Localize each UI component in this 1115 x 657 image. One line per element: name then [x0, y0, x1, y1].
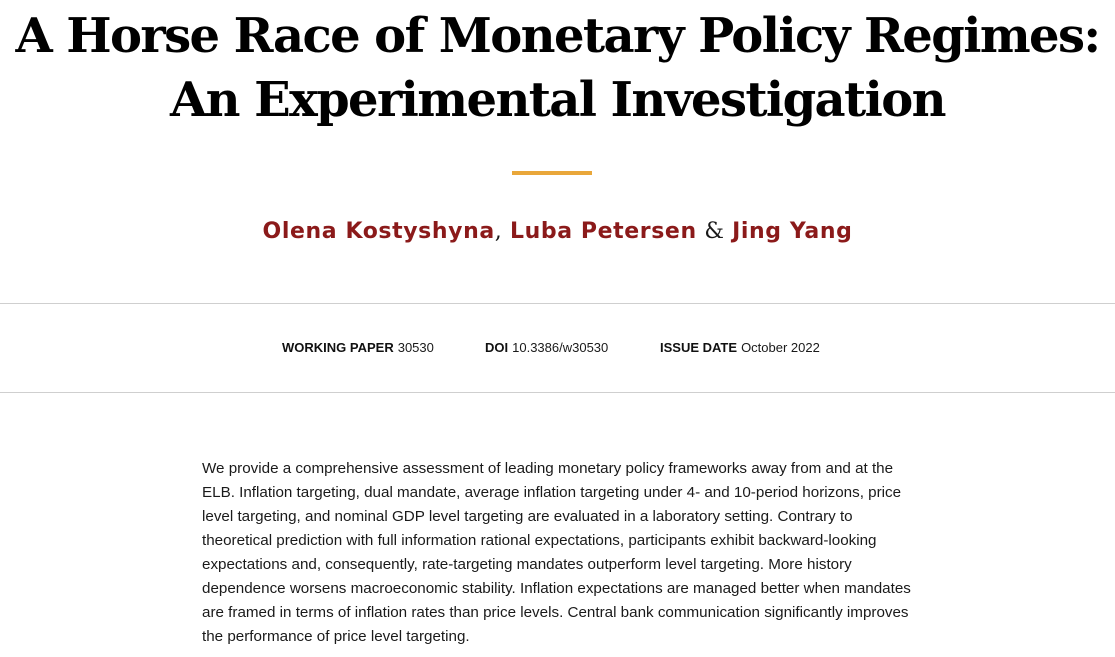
paper-metadata-band: [0, 303, 1115, 393]
working-paper-label: WORKING PAPER: [282, 340, 394, 355]
author-link-petersen[interactable]: Luba Petersen: [509, 219, 697, 244]
working-paper-number: [282, 340, 434, 356]
author-separator-comma: ,: [494, 219, 503, 244]
issue-date-value: October 2022: [741, 340, 820, 355]
abstract-text: We provide a comprehensive assessment of leading monetary policy frameworks away from and at the ELB. Inflation targeting, dual mandate, average inflation targeting under 4- and 10-period horizons, price level targeting, and nominal GDP level targeting are evaluated in a laboratory setting. Contrary to theoretical prediction with full information rational expectations, participants exhibit backward-looking expectations and, consequently, rate-targeting mandates outperform level targeting. More history dependence worsens macroeconomic stability. Inflation expectations are managed better when mandates are framed in terms of inflation rates than price levels. Central bank communication significantly improves the performance of price level targeting.: [202, 460, 911, 645]
working-paper-value: 30530: [397, 340, 434, 355]
author-separator-and: &: [704, 219, 725, 244]
page-title: A Horse Race of Monetary Policy Regimes: An Experimental Investigation: [15, 8, 1100, 128]
issue-date-label: ISSUE DATE: [660, 340, 738, 355]
title-accent-rule: [512, 171, 592, 175]
doi-label: DOI: [485, 340, 509, 355]
author-list: [0, 216, 1115, 248]
doi-value: 10.3386/w30530: [512, 340, 609, 355]
author-link-yang[interactable]: Jing Yang: [732, 219, 853, 244]
author-link-kostyshyna[interactable]: Olena Kostyshyna: [262, 219, 495, 244]
issue-date: [660, 340, 820, 356]
doi: [485, 340, 608, 356]
